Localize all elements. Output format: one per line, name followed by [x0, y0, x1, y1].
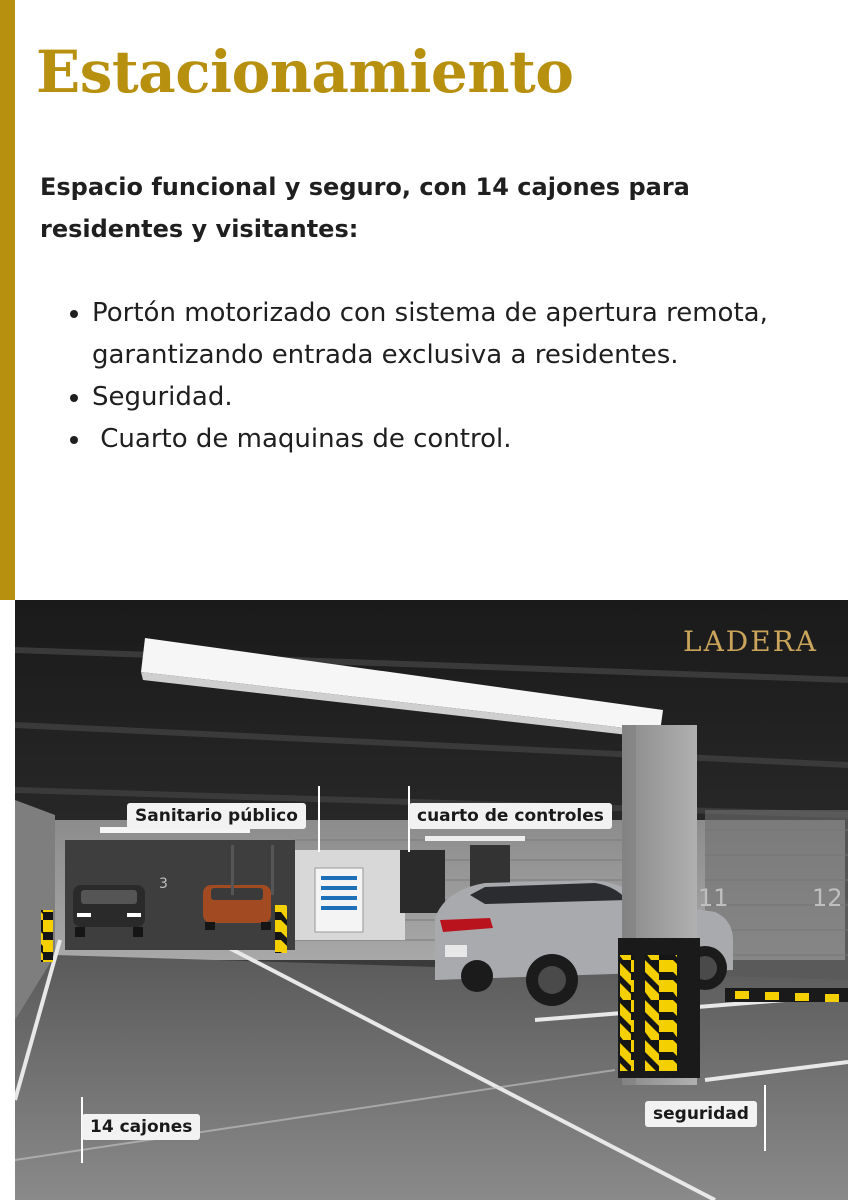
slot-number-11: 11	[698, 884, 729, 912]
label-cuarto-controles: cuarto de controles	[409, 803, 612, 829]
leader-line-sanitario	[318, 786, 320, 852]
label-14-cajones: 14 cajones	[82, 1114, 200, 1140]
feature-item-seguridad: • Seguridad.	[92, 376, 812, 418]
feature-item-cuarto: • Cuarto de maquinas de control.	[92, 418, 812, 460]
intro-text: Espacio funcional y seguro, con 14 cajones para residentes y visitantes:	[40, 173, 690, 243]
feature-list	[66, 292, 812, 460]
leader-line-seguridad	[764, 1085, 766, 1151]
brand-logo: LADERA	[682, 625, 818, 658]
slot-number-3: 3	[159, 876, 168, 892]
parking-photo	[15, 600, 848, 1200]
label-sanitario-publico: Sanitario público	[127, 803, 306, 829]
accent-bar	[0, 0, 15, 600]
slot-number-12: 12	[812, 884, 843, 912]
page-title: Estacionamiento	[36, 38, 574, 106]
label-seguridad: seguridad	[645, 1101, 757, 1127]
feature-item-porton: • Portón motorizado con sistema de apertura remota, garantizando entrada exclusiva a residentes.	[92, 292, 812, 376]
